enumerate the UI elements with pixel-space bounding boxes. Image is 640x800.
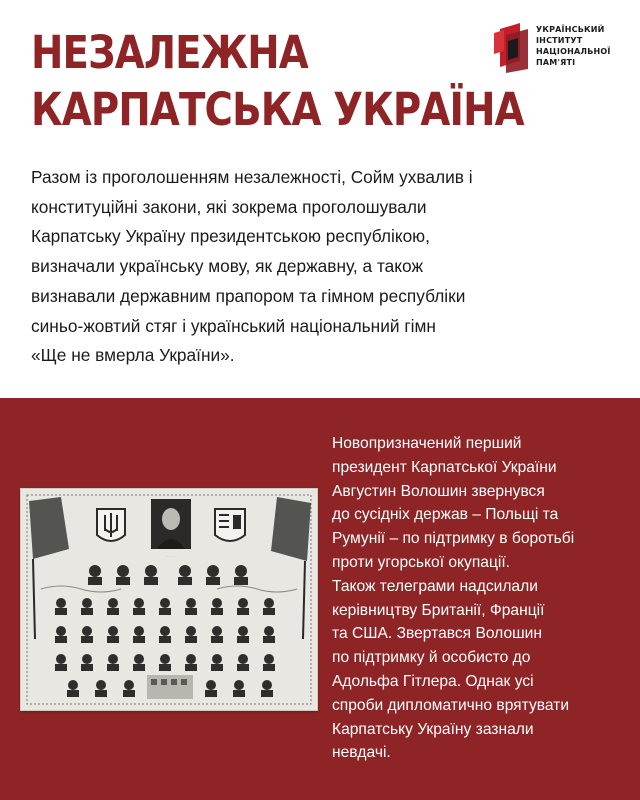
- body-line: та США. Звертався Волошин: [332, 625, 542, 643]
- institute-logo: [494, 21, 624, 75]
- body-line: Адольфа Гітлера. Однак усі: [332, 672, 534, 690]
- logo-line-3: НАЦІОНАЛЬНОЇ: [536, 47, 611, 56]
- body-line: до сусідніх держав – Польщі та: [332, 506, 559, 524]
- content-panel: [0, 398, 640, 800]
- group-photo-illustration: [21, 489, 317, 710]
- logo-line-1: УКРАЇНСЬКИЙ: [536, 25, 605, 34]
- logo-line-2: ІНСТИТУТ: [536, 36, 583, 45]
- body-line: керівництву Британії, Франції: [332, 601, 545, 619]
- body-line: невдачі.: [332, 744, 391, 762]
- body-line: спроби дипломатично врятувати: [332, 696, 570, 714]
- intro-line: «Ще не вмерла України».: [31, 345, 235, 366]
- title-line-2: КАРПАТСЬКА УКРАЇНА: [31, 83, 524, 136]
- body-line: Румунії – по підтримку в боротьбі: [332, 530, 575, 548]
- intro-line: Карпатську Україну президентською республікою,: [31, 226, 430, 247]
- institute-logo-text: [536, 24, 611, 68]
- body-line: Також телеграми надсилали: [332, 577, 538, 595]
- body-line: президент Карпатської України: [332, 458, 557, 476]
- header-section: [0, 0, 640, 398]
- body-paragraph: [332, 432, 632, 765]
- svg-text:. . . . . . .: . . . . . . .: [165, 554, 177, 558]
- body-line: по підтримку й особисто до: [332, 649, 531, 667]
- page-title: [31, 24, 524, 138]
- body-line: проти угорської окупації.: [332, 553, 511, 571]
- logo-line-4: ПАМ'ЯТІ: [536, 58, 576, 67]
- body-line: Карпатську Україну зазнали: [332, 720, 534, 738]
- institute-logo-icon: [494, 21, 530, 73]
- intro-line: конституційні закони, які зокрема проголошували: [31, 196, 427, 217]
- historical-group-photo: [20, 488, 318, 711]
- intro-line: синьо-жовтий стяг і український національний гімн: [31, 315, 436, 336]
- intro-line: визначали українську мову, як державну, а також: [31, 256, 424, 277]
- intro-line: Разом із проголошенням незалежності, Сойм ухвалив і: [31, 167, 473, 187]
- intro-line: визнавали державним прапором та гімном республіки: [31, 285, 466, 306]
- intro-paragraph: [31, 163, 611, 371]
- title-line-1: НЕЗАЛЕЖНА: [31, 26, 308, 79]
- body-line: Августин Волошин звернувся: [332, 482, 545, 500]
- body-line: Новопризначений перший: [332, 435, 522, 452]
